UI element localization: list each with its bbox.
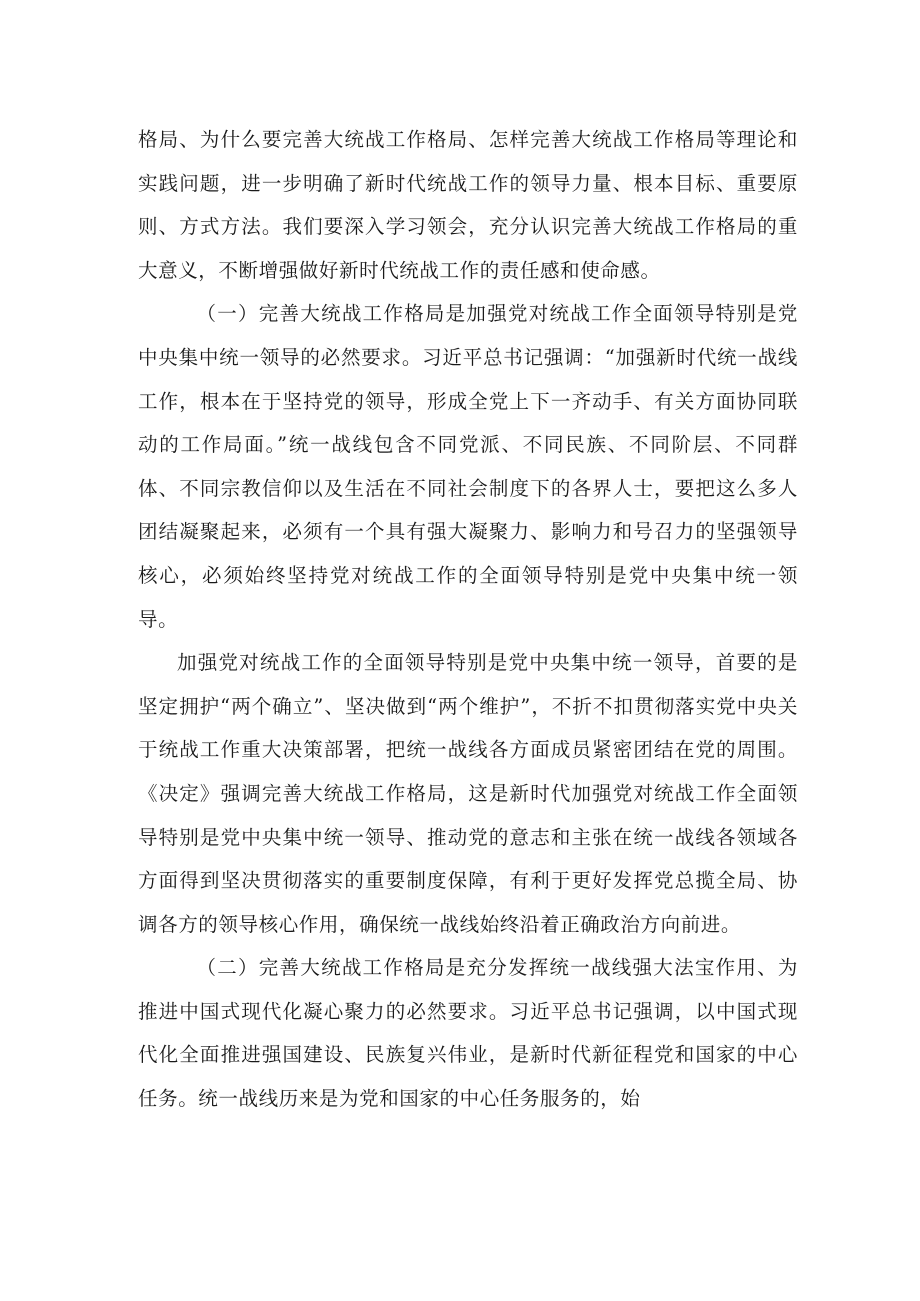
paragraph-section-two: （二）完善大统战工作格局是充分发挥统一战线强大法宝作用、为推进中国式现代化凝心聚力的必然要求。习近平总书记强调，以中国式现代化全面推进强国建设、民族复兴伟业，是新时代新征程党和国家的中心任务。统一战线历来是为党和国家的中心任务服务的，始 (138, 956, 798, 1111)
paragraph-leadership: 加强党对统战工作的全面领导特别是党中央集中统一领导，首要的是坚定拥护“两个确立”、坚决做到“两个维护”，不折不扣贯彻落实党中央关于统战工作重大决策部署，把统一战线各方面成员紧密团结在党的周围。《决定》强调完善大统战工作格局，这是新时代加强党对统战工作全面领导特别是党中央集中统一领导、推动党的意志和主张在统一战线各领域各方面得到坚决贯彻落实的重要制度保障，有利于更好发挥党总揽全局、协调各方的领导核心作用，确保统一战线始终沿着正确政治方向前进。 (138, 651, 798, 936)
body-text (138, 118, 798, 1121)
paragraph-section-one: （一）完善大统战工作格局是加强党对统战工作全面领导特别是党中央集中统一领导的必然要求。习近平总书记强调：“加强新时代统一战线工作，根本在于坚持党的领导，形成全党上下一齐动手、有关方面协同联动的工作局面。”统一战线包含不同党派、不同民族、不同阶层、不同群体、不同宗教信仰以及生活在不同社会制度下的各界人士，要把这么多人团结凝聚起来，必须有一个具有强大凝聚力、影响力和号召力的坚强领导核心，必须始终坚持党对统战工作的全面领导特别是党中央集中统一领导。 (138, 302, 798, 631)
paragraph-continued: 格局、为什么要完善大统战工作格局、怎样完善大统战工作格局等理论和实践问题，进一步明确了新时代统战工作的领导力量、根本目标、重要原则、方式方法。我们要深入学习领会，充分认识完善大统战工作格局的重大意义，不断增强做好新时代统战工作的责任感和使命感。 (138, 128, 798, 282)
